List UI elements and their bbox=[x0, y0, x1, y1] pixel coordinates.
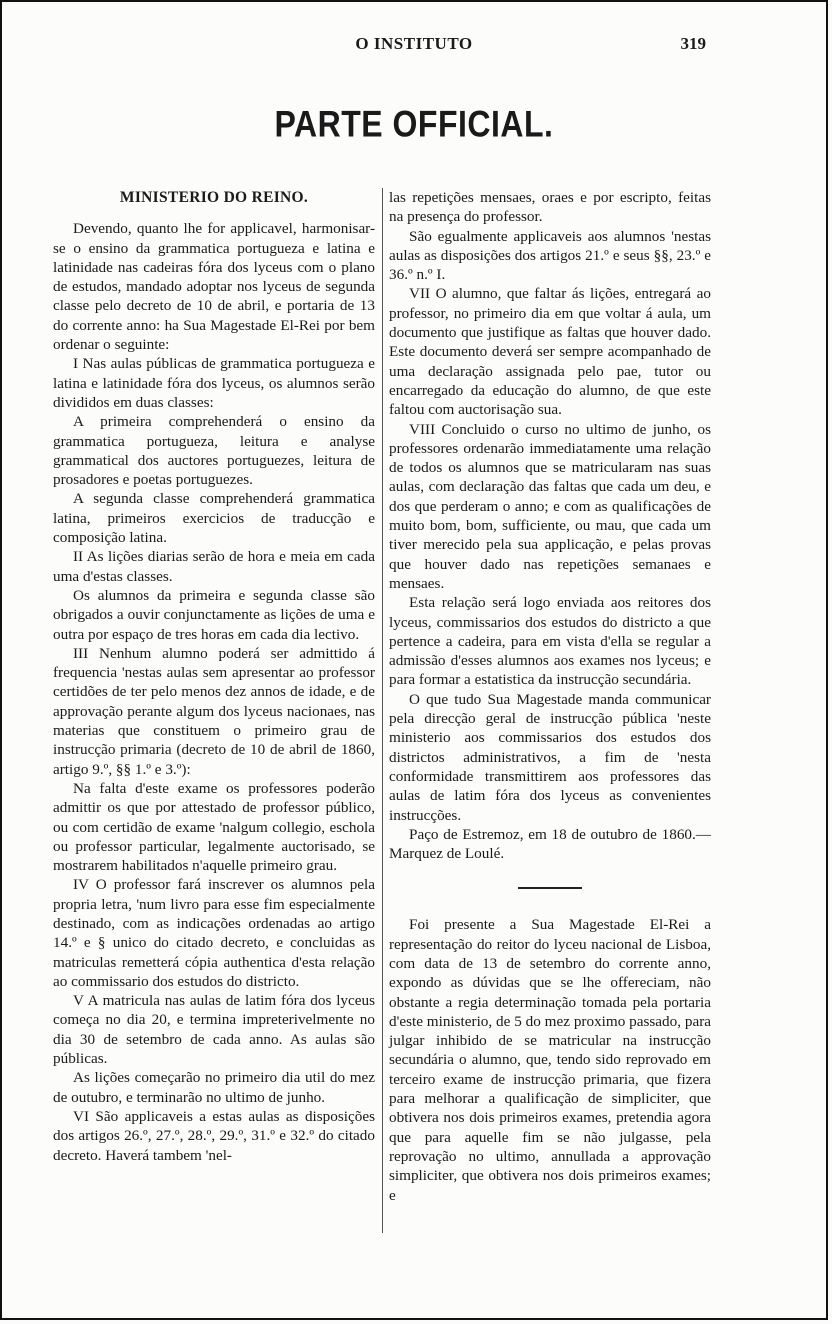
paragraph: Devendo, quanto lhe for applicavel, harmonisar-se o ensino da grammatica portugueza e latina e latinidade nas cadeiras fóra dos lyceus com o plano de estudos, mandado adoptar nos lyceus de segunda classe pelo decreto de 10 de abril, e portaria de 13 do corrente anno: ha Sua Magestade El-Rei por bem ordenar o seguinte: bbox=[53, 220, 375, 354]
paragraph: II As lições diarias serão de hora e meia em cada uma d'estas classes. bbox=[53, 548, 375, 585]
section-divider bbox=[518, 887, 582, 889]
paragraph: V A matricula nas aulas de latim fóra dos lyceus começa no dia 20, e termina impreterivelmente no dia 30 de setembro de cada anno. As aulas são públicas. bbox=[53, 992, 375, 1068]
paragraph: Na falta d'este exame os professores poderão admittir os que por attestado de professor público, ou com certidão de exame 'nalgum collegio, eschola ou professor particular, legalmente auctorisado, se mostrarem habilitados n'aquelle primeiro grau. bbox=[53, 779, 375, 875]
paragraph: I Nas aulas públicas de grammatica portugueza e latina e latinidade fóra dos lyceus, os alumnos serão divididos em duas classes: bbox=[53, 355, 375, 411]
paragraph: VIII Concluido o curso no ultimo de junho, os professores ordenarão immediatamente uma relação de todos os alumnos que se matricularam nas suas aulas, com declaração das faltas que cada um deu, e dos que perderam o anno; e com as qualificações de muito bom, bom, sufficiente, ou mau, que cada um tiver merecido pela sua applicação, e pelas provas que houver dado nas repetições semanaes e mensaes. bbox=[389, 420, 711, 592]
paragraph: las repetições mensaes, oraes e por escripto, feitas na presença do professor. bbox=[389, 189, 711, 226]
paragraph: VI São applicaveis a estas aulas as disposições dos artigos 26.º, 27.º, 28.º, 29.º, 31.º e 32.º do citado decreto. Haverá tambem 'nel- bbox=[53, 1107, 375, 1164]
right-column bbox=[389, 188, 711, 1205]
paragraph: IV O professor fará inscrever os alumnos pela propria letra, 'num livro para esse fim especialmente destinado, com as indicações ordenadas ao artigo 14.º e § unico do citado decreto, e concluidas as matriculas remetterá cópia authentica d'esta relação ao commissario dos estudos do districto. bbox=[53, 876, 375, 990]
paragraph: VII O alumno, que faltar ás lições, entregará ao professor, no primeiro dia em que voltar á aula, um documento que justifique as faltas que houver dado. Este documento deverá ser sempre acompanhado de uma declaração assignada pelo pae, tutor ou encarregado da educação do alumno, de que este faltou com auctorisação sua. bbox=[389, 285, 711, 419]
column-divider bbox=[382, 188, 383, 1233]
paragraph: O que tudo Sua Magestade manda communicar pela direcção geral de instrucção pública 'neste ministerio aos commissarios dos estudos dos districtos administrativos, a fim de 'nesta conformidade transmittirem aos professores das aulas de latim fóra dos lyceus as convenientes instrucções. bbox=[389, 690, 711, 824]
page-number: 319 bbox=[680, 34, 706, 53]
paragraph: Os alumnos da primeira e segunda classe são obrigados a ouvir conjunctamente as lições de uma e outra por espaço de tres horas em cada dia lectivo. bbox=[53, 586, 375, 643]
paragraph: III Nenhum alumno poderá ser admittido á frequencia 'nestas aulas sem apresentar ao professor certidões de ter pelo menos dez annos de idade, e de approvação perante algum dos lyceus nacionaes, nas materias que constituem o primeiro grau de instrucção primaria (decreto de 10 de abril de 1860, artigo 9.º, §§ 1.º e 3.º): bbox=[53, 644, 375, 778]
paragraph: Foi presente a Sua Magestade El-Rei a representação do reitor do lyceu nacional de Lisboa, com data de 13 de setembro do corrente anno, expondo as dúvidas que se lhe offereciam, não obstante a regia determinação tomada pela portaria d'este ministerio, de 5 do mez proximo passado, para julgar inhibido de se matricular na instrucção secundária o alumno, que, tendo sido reprovado em terceiro exame de instrucção primaria, que fizera para melhorar a qualificação de simpliciter, que obtivera nos dois primeiros exames, pretendia agora que para aquelle fim se não julgasse, pela reprovação no ultimo, annullada a approvação simpliciter, que obtivera nos dois primeiros exames; e bbox=[389, 916, 711, 1204]
paragraph: São egualmente applicaveis aos alumnos 'nestas aulas as disposições dos artigos 21.º e seus §§, 23.º e 36.º n.º I. bbox=[389, 227, 711, 284]
signature-line: Paço de Estremoz, em 18 de outubro de 1860.— Marquez de Loulé. bbox=[389, 825, 711, 863]
paragraph: A primeira comprehenderá o ensino da grammatica portugueza, leitura e analyse grammatical dos auctores portuguezes, leitura de prosadores e poetas portuguezes. bbox=[53, 413, 375, 489]
section-title: PARTE OFFICIAL. bbox=[274, 103, 554, 145]
left-column bbox=[53, 188, 375, 1165]
running-title: O INSTITUTO bbox=[355, 34, 473, 53]
paragraph: Esta relação será logo enviada aos reitores dos lyceus, commissarios dos estudos do districto a que pertence a cadeira, para em vista d'ella se regular a admissão d'esses alumnos aos exames nos lyceus; e para formar a estatistica da instrucção secundária. bbox=[389, 594, 711, 689]
paragraph: A segunda classe comprehenderá grammatica latina, primeiros exercicios de traducção e composição latina. bbox=[53, 490, 375, 547]
paragraph: As lições começarão no primeiro dia util do mez de outubro, e terminarão no ultimo de junho. bbox=[53, 1069, 375, 1106]
ministry-heading: MINISTERIO DO REINO. bbox=[119, 189, 309, 206]
